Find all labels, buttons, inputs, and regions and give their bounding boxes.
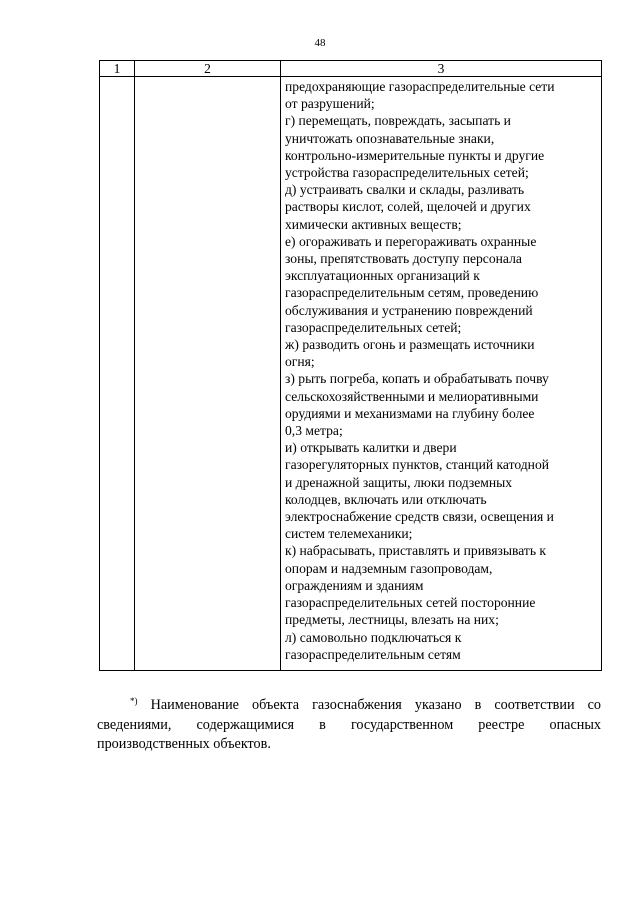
page-number: 48 — [314, 37, 326, 49]
text-line: предметы, лестницы, влезать на них; — [285, 612, 499, 628]
text-line: г) перемещать, повреждать, засыпать и — [285, 113, 511, 129]
text-line: газораспределительным сетям, проведению — [285, 285, 539, 301]
text-line: химически активных веществ; — [285, 216, 462, 232]
text-line: огня; — [285, 354, 315, 370]
text-line: газораспределительных сетей; — [285, 319, 462, 335]
table-header-row — [100, 61, 602, 77]
text-line: колодцев, включать или отключать — [285, 491, 487, 507]
footnote-marker: *) — [130, 696, 138, 706]
text-line: е) огораживать и перегораживать охранные — [285, 233, 537, 249]
table-cell-col-1 — [100, 77, 135, 671]
text-line: ж) разводить огонь и размещать источники — [285, 337, 535, 353]
text-line: зоны, препятствовать доступу персонала — [285, 251, 522, 267]
text-line: з) рыть погреба, копать и обрабатывать почву — [285, 371, 549, 387]
column-header-3: 3 — [281, 61, 602, 77]
text-line: эксплуатационных организаций к — [285, 268, 480, 284]
text-line: газораспределительным сетям — [285, 646, 461, 662]
footnote-text: Наименование объекта газоснабжения указано в соответствии со сведениями, содержащимися в государственном реестре опасных производственных объектов. — [97, 697, 602, 752]
cell-text-block — [281, 77, 601, 670]
text-line: предохраняющие газораспределительные сети — [285, 79, 555, 94]
text-line: обслуживания и устранению повреждений — [285, 302, 533, 318]
table-cell-col-2 — [135, 77, 281, 671]
text-line: и дренажной защиты, люки подземных — [285, 474, 513, 490]
column-header-1: 1 — [100, 61, 135, 77]
table-cell-col-3 — [281, 77, 602, 671]
text-line: систем телемеханики; — [285, 526, 413, 542]
text-line: ограждениям и зданиям — [285, 577, 424, 593]
text-line: л) самовольно подключаться к — [285, 629, 462, 645]
text-line: 0,3 метра; — [285, 423, 343, 439]
text-line: газорегуляторных пунктов, станций катодной — [285, 457, 550, 473]
document-table — [99, 60, 602, 671]
text-line: устройства газораспределительных сетей; — [285, 165, 529, 181]
text-line: газораспределительных сетей посторонние — [285, 595, 536, 611]
text-line: сельскохозяйственными и мелиоративными — [285, 388, 539, 404]
text-line: д) устраивать свалки и склады, разливать — [285, 182, 525, 198]
text-line: опорам и надземным газопроводам, — [285, 560, 493, 576]
text-line: растворы кислот, солей, щелочей и других — [285, 199, 531, 215]
footnote — [97, 692, 601, 755]
text-line: орудиями и механизмами на глубину более — [285, 405, 535, 421]
table-row — [100, 77, 602, 671]
text-line: к) набрасывать, приставлять и привязывать к — [285, 543, 547, 559]
text-line: от разрушений; — [285, 96, 375, 112]
column-header-2: 2 — [135, 61, 281, 77]
footnote-paragraph — [97, 692, 601, 755]
text-line: контрольно-измерительные пункты и другие — [285, 147, 545, 163]
text-line: электроснабжение средств связи, освещения и — [285, 509, 554, 525]
text-line: уничтожать опознавательные знаки, — [285, 130, 495, 146]
text-line: и) открывать калитки и двери — [285, 440, 457, 456]
